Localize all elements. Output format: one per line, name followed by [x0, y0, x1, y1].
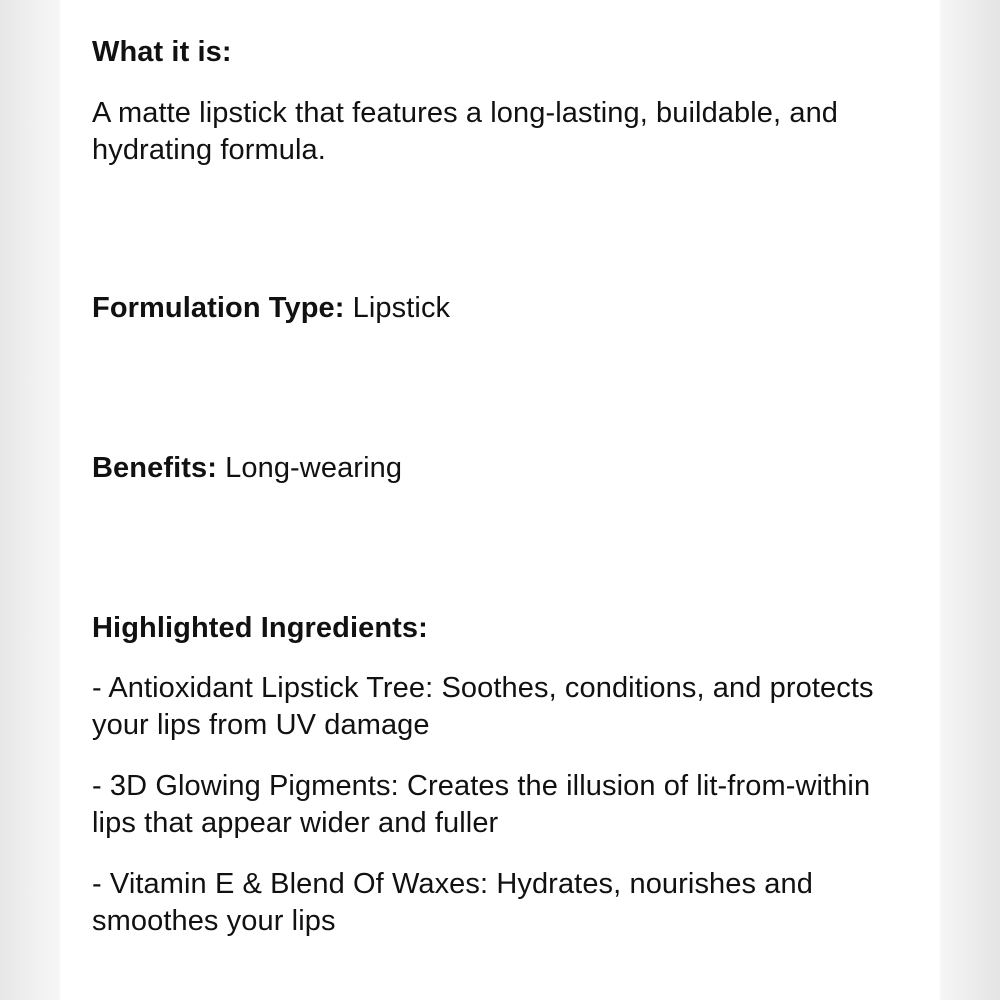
- what-it-is-heading: What it is:: [92, 36, 232, 68]
- formulation-type-label: Formulation Type:: [92, 292, 345, 324]
- what-it-is-description: A matte lipstick that features a long-lasting, buildable, and hydrating formula.: [92, 97, 839, 166]
- benefits-label: Benefits:: [92, 452, 217, 484]
- ingredient-item: - 3D Glowing Pigments: Creates the illusion of lit-from-within lips that appear wider and fuller: [92, 770, 871, 839]
- formulation-type-value: Lipstick: [344, 292, 451, 324]
- highlighted-ingredients-heading: Highlighted Ingredients:: [92, 612, 428, 644]
- formulation-type-row: [92, 290, 922, 327]
- ingredient-item: - Antioxidant Lipstick Tree: Soothes, conditions, and protects your lips from UV damage: [92, 672, 874, 741]
- benefits-value: Long-wearing: [216, 452, 403, 484]
- benefits-row: [92, 450, 922, 487]
- product-details-card: [60, 0, 940, 1000]
- ingredient-item: - Vitamin E & Blend Of Waxes: Hydrates, nourishes and smoothes your lips: [92, 868, 813, 937]
